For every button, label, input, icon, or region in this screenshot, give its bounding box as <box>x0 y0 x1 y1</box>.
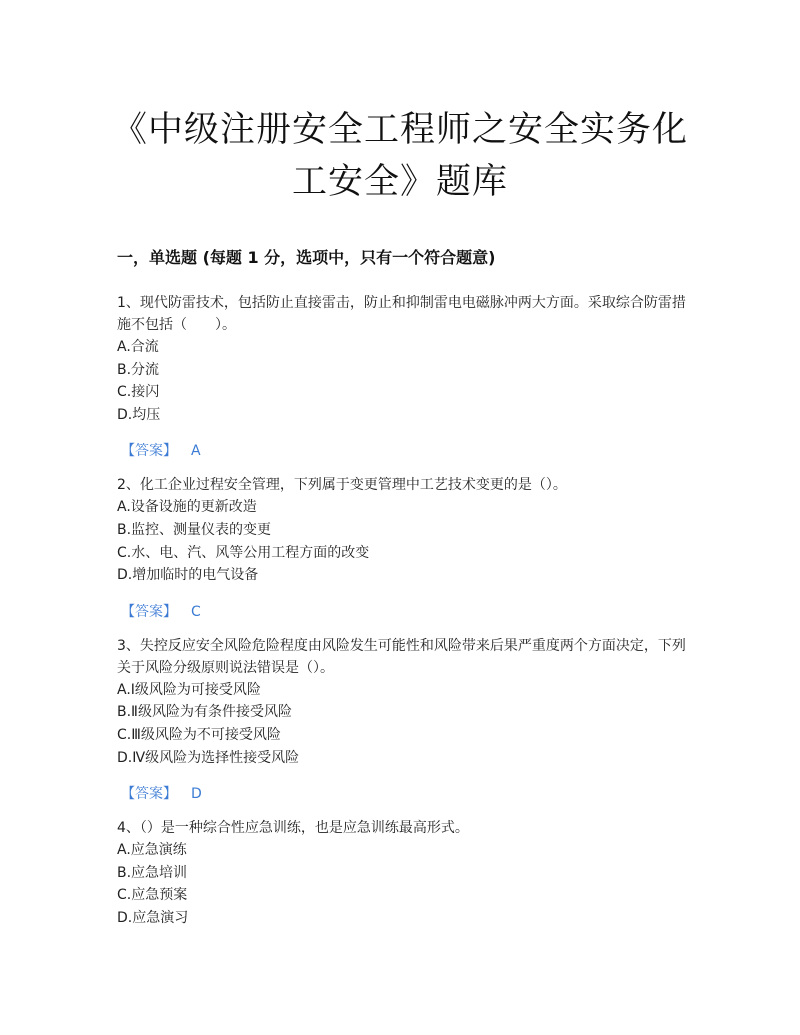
answer-line <box>117 783 687 805</box>
option-b: B.Ⅱ级风险为有条件接受风险 <box>117 704 292 721</box>
option-d: D.增加临时的电气设备 <box>117 567 259 584</box>
option-d: D.均压 <box>117 406 161 423</box>
option-d: D.Ⅳ级风险为选择性接受风险 <box>117 749 300 766</box>
option-a: A.设备设施的更新改造 <box>117 499 257 516</box>
option-a: A.合流 <box>117 339 159 355</box>
option-c: C.Ⅲ级风险为不可接受风险 <box>117 726 281 743</box>
option-a: A.Ⅰ级风险为可接受风险 <box>117 681 261 698</box>
answer-value: C <box>191 603 201 620</box>
document-title <box>60 104 740 208</box>
question-2 <box>117 474 687 622</box>
question-3 <box>117 635 687 805</box>
question-stem: 1、现代防雷技术，包括防止直接雷击，防止和抑制雷电电磁脉冲两大方面。采取综合防雷措施不包括（ ）。 <box>117 295 686 333</box>
answer-value: D <box>191 786 202 803</box>
question-1 <box>117 292 687 462</box>
option-b: B.应急培训 <box>117 864 188 881</box>
section-heading: 一，单选题 (每题 1 分，选项中，只有一个符合题意) <box>117 248 496 267</box>
question-stem: 3、失控反应安全风险危险程度由风险发生可能性和风险带来后果严重度两个方面决定，下列关于风险分级原则说法错误是（）。 <box>117 637 686 676</box>
question-4 <box>117 817 687 929</box>
option-d: D.应急演习 <box>117 909 189 926</box>
option-b: B.监控、测量仪表的变更 <box>117 521 272 538</box>
answer-line <box>117 440 687 462</box>
title-line-2: 工安全》题库 <box>291 162 508 202</box>
answer-line <box>117 601 687 623</box>
option-c: C.接闪 <box>117 384 160 401</box>
title-line-1: 《中级注册安全工程师之安全实务化 <box>111 110 688 150</box>
option-c: C.应急预案 <box>117 887 188 904</box>
answer-label: 【答案】 <box>121 786 177 803</box>
question-stem: 2、化工企业过程安全管理，下列属于变更管理中工艺技术变更的是（）。 <box>117 477 567 494</box>
question-stem: 4、（）是一种综合性应急训练，也是应急训练最高形式。 <box>117 820 469 837</box>
option-c: C.水、电、汽、风等公用工程方面的改变 <box>117 544 370 561</box>
option-b: B.分流 <box>117 361 160 378</box>
option-a: A.应急演练 <box>117 842 187 859</box>
answer-label: 【答案】 <box>121 603 177 620</box>
answer-value: A <box>191 443 201 460</box>
answer-label: 【答案】 <box>121 443 177 460</box>
question-list <box>117 292 687 930</box>
